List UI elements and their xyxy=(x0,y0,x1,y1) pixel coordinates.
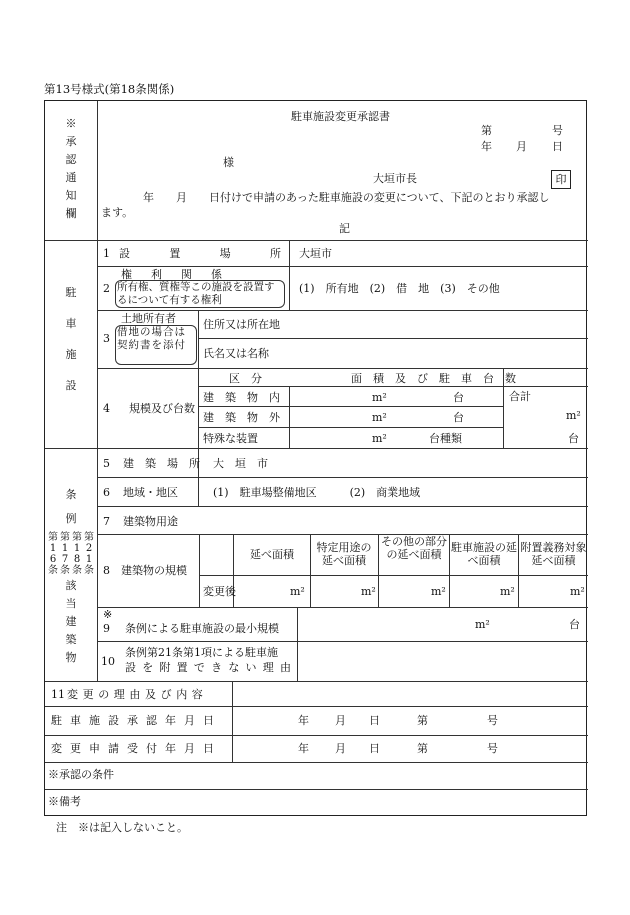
row3-label-top: 土地所有者 xyxy=(121,312,176,325)
article-17: 第17条 xyxy=(60,532,70,576)
ordinance-side-top: 条例 xyxy=(65,488,77,525)
approval-title: 駐車施設変更承認書 xyxy=(291,110,390,123)
approval-date-label: 駐車施設承認年月日 xyxy=(51,714,222,727)
row5-num: 5 xyxy=(103,457,110,470)
approval-date-d: 日 xyxy=(369,714,380,727)
footnote: 注 ※は記入しないこと。 xyxy=(56,821,188,834)
facility-side-label: 駐車施設 xyxy=(65,286,77,392)
date-year: 年 xyxy=(481,140,492,153)
row3-num: 3 xyxy=(103,332,110,345)
row4-header-area: 面 積 及 び 駐 車 台 数 xyxy=(351,372,516,385)
row4-special-dai: 台種類 xyxy=(429,432,462,445)
row8-unit-3: m² xyxy=(431,585,446,598)
approval-date-go: 号 xyxy=(487,714,498,727)
row4-special-label: 特殊な装置 xyxy=(203,432,258,445)
row4-inside-m2: m² xyxy=(372,391,387,404)
row2-label-note: 所有権、質権等この施設を設置するについて有する権利 xyxy=(117,281,275,306)
row6-label: 地域・地区 xyxy=(123,486,178,499)
receipt-date-d: 日 xyxy=(369,742,380,755)
row1-num: 1 xyxy=(103,247,110,260)
row8-unit-4: m² xyxy=(500,585,515,598)
row4-inside-label: 建 築 物 内 xyxy=(203,391,280,404)
row3-name-label: 氏名又は名称 xyxy=(203,347,269,360)
row5-value: 大 垣 市 xyxy=(213,457,268,470)
row8-header-other-part: その他の部分の延べ面積 xyxy=(381,535,447,561)
row3-label-note: 借地の場合は契約書を添付 xyxy=(117,326,186,351)
row10-num: 10 xyxy=(101,655,115,668)
conditions-label: ※承認の条件 xyxy=(48,768,114,781)
row1-label: 設 置 場 所 xyxy=(119,247,281,260)
row10-label-line2: 設 を 附 置 で き な い 理 由 xyxy=(125,661,291,674)
row9-m2: m² xyxy=(475,618,490,631)
row8-change-label: 変更後 xyxy=(203,585,236,598)
row11-num: 11 xyxy=(51,688,65,701)
row9-label: 条例による駐車施設の最小規模 xyxy=(125,622,279,635)
addressee-suffix: 様 xyxy=(223,156,234,169)
row1-value: 大垣市 xyxy=(299,247,332,260)
row9-dai: 台 xyxy=(569,618,580,631)
approval-side-label: ※承認通知欄 xyxy=(65,117,77,220)
article-16: 第16条 xyxy=(48,532,58,576)
row7-num: 7 xyxy=(103,515,110,528)
approval-date-no: 第 xyxy=(417,714,428,727)
row8-unit-5: m² xyxy=(570,585,585,598)
row4-special-m2: m² xyxy=(372,432,387,445)
approval-body-line1: 年 月 日付けで申請のあった駐車施設の変更について、下記のとおり承認し xyxy=(143,191,550,204)
ki-label: 記 xyxy=(339,222,350,235)
row8-unit-2: m² xyxy=(361,585,376,598)
row8-label: 建築物の規模 xyxy=(121,564,187,577)
row10-label-line1: 条例第21条第1項による駐車施 xyxy=(125,646,278,659)
article-21: 第21条 xyxy=(84,532,94,576)
row4-inside-dai: 台 xyxy=(453,391,464,404)
row2-label-top: 権 利 関 係 xyxy=(121,268,226,281)
row9-num: 9 xyxy=(103,622,110,635)
approval-date-y: 年 xyxy=(298,714,309,727)
row5-label: 建 築 場 所 xyxy=(123,457,200,470)
row4-outside-dai: 台 xyxy=(453,411,464,424)
row9-mark: ※ xyxy=(103,608,113,621)
receipt-date-m: 月 xyxy=(335,742,346,755)
row11-label: 変更の理由及び内容 xyxy=(67,688,208,701)
number-label: 第 xyxy=(481,124,492,137)
row4-total-dai: 台 xyxy=(568,432,579,445)
row8-header-total-area: 延べ面積 xyxy=(250,548,294,561)
receipt-date-no: 第 xyxy=(417,742,428,755)
row3-addr-label: 住所又は所在地 xyxy=(203,318,280,331)
row8-header-parking-area: 駐車施設の延べ面積 xyxy=(451,541,517,567)
row8-header-specific-use: 特定用途の延べ面積 xyxy=(316,541,372,567)
date-month: 月 xyxy=(516,140,527,153)
ordinance-side-bottom: 該当建築物 xyxy=(65,579,77,664)
receipt-date-go: 号 xyxy=(487,742,498,755)
form-frame xyxy=(44,100,587,816)
form-number: 第13号様式(第18条関係) xyxy=(44,82,175,96)
remarks-label: ※備考 xyxy=(48,795,81,808)
row4-outside-label: 建 築 物 外 xyxy=(203,411,280,424)
row8-header-obligation: 附置義務対象延べ面積 xyxy=(520,541,587,567)
seal-mark: 印 xyxy=(551,170,571,189)
article-18: 第18条 xyxy=(72,532,82,576)
approval-body-line2: ます。 xyxy=(101,206,134,219)
row6-value: (1) 駐車場整備地区 (2) 商業地域 xyxy=(213,486,421,499)
row4-num: 4 xyxy=(103,402,110,415)
row7-label: 建築物用途 xyxy=(123,515,178,528)
approval-date-m: 月 xyxy=(335,714,346,727)
number-suffix: 号 xyxy=(552,124,563,137)
row2-options: (1) 所有地 (2) 借 地 (3) その他 xyxy=(299,282,500,295)
receipt-date-y: 年 xyxy=(298,742,309,755)
row6-num: 6 xyxy=(103,486,110,499)
row8-num: 8 xyxy=(103,564,110,577)
row4-total-label: 合計 xyxy=(509,390,531,403)
row4-total-m2: m² xyxy=(566,409,581,422)
issuer-name: 大垣市長 xyxy=(373,172,417,185)
row2-num: 2 xyxy=(103,282,110,295)
row4-outside-m2: m² xyxy=(372,411,387,424)
row8-unit-1: m² xyxy=(290,585,305,598)
row4-label: 規模及び台数 xyxy=(129,402,195,415)
receipt-date-label: 変更申請受付年月日 xyxy=(51,742,222,755)
row4-header-kubun: 区 分 xyxy=(229,372,262,385)
date-day: 日 xyxy=(552,140,563,153)
